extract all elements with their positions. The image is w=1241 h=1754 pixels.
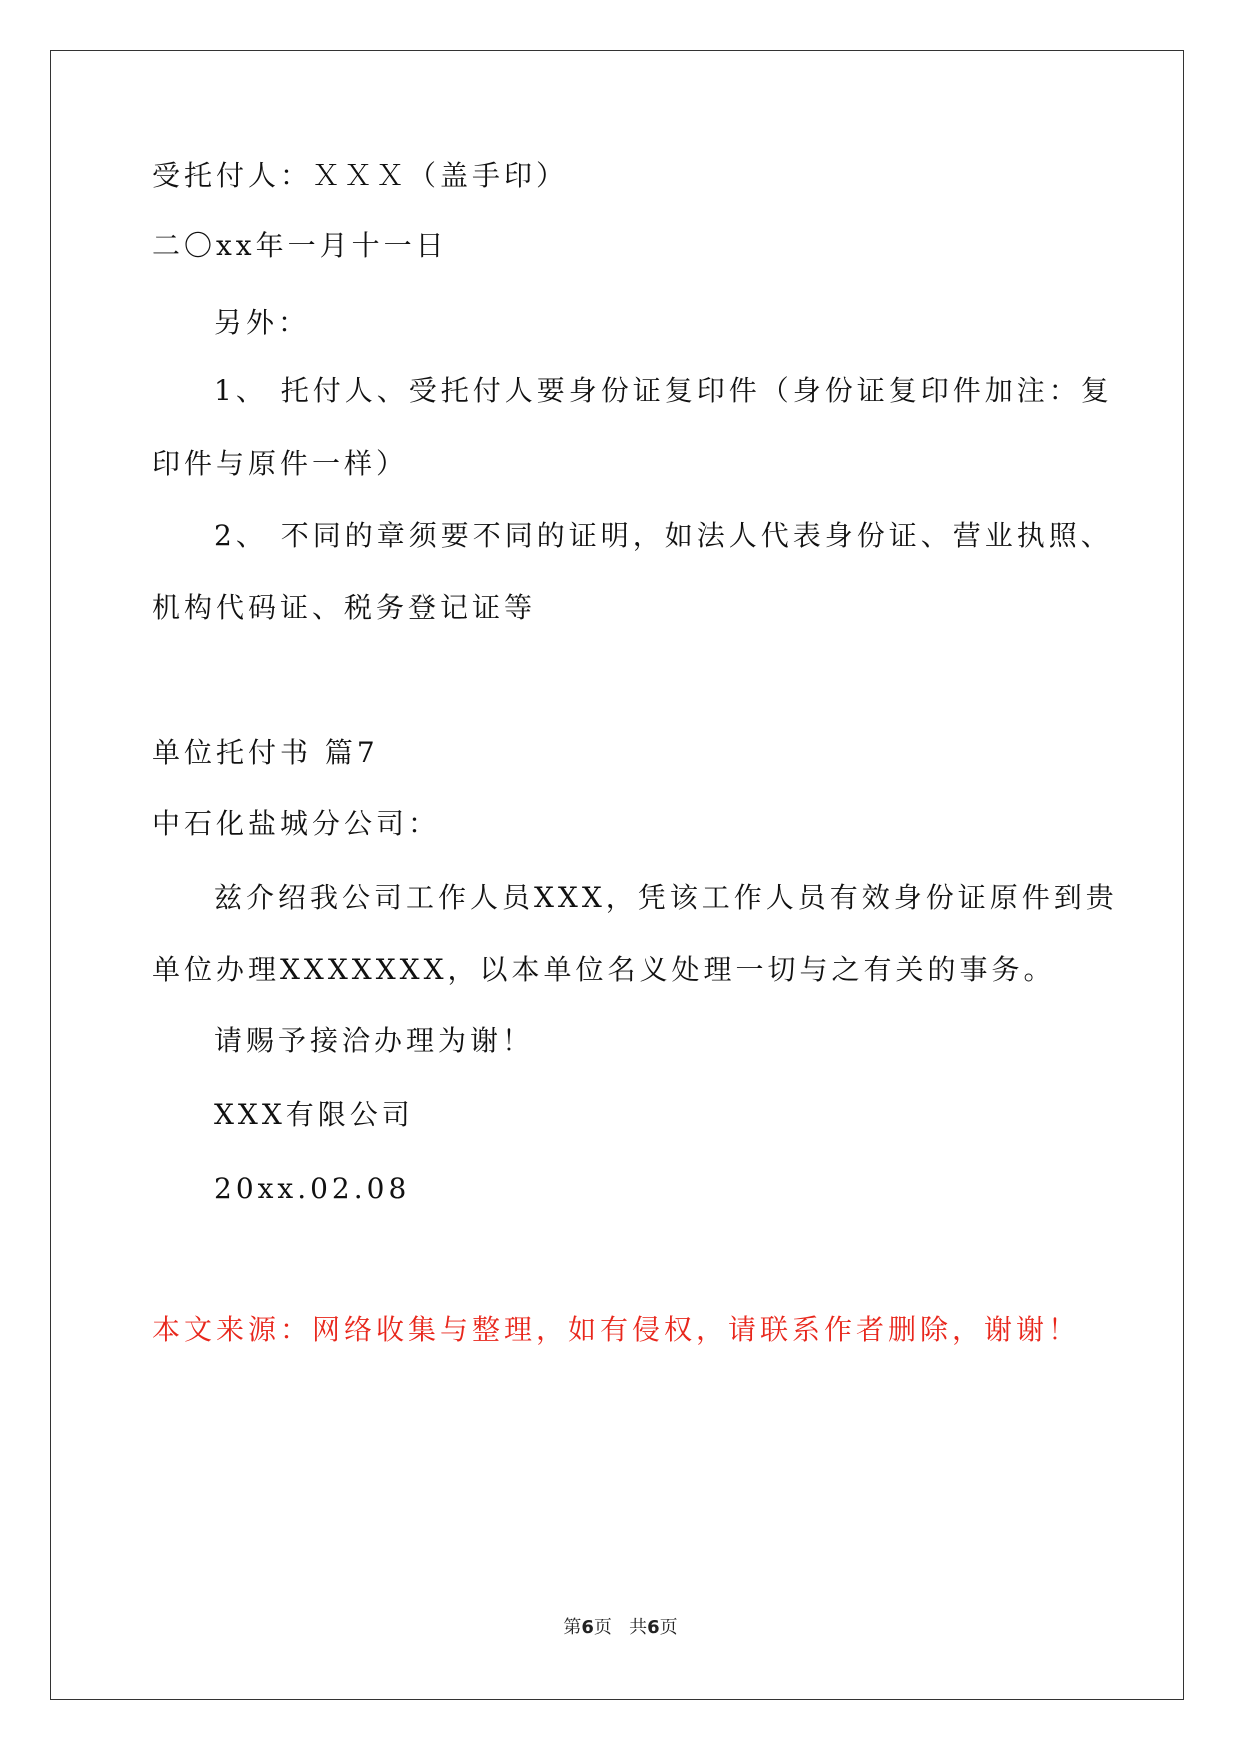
total-pages: 6 bbox=[647, 1617, 660, 1638]
section-title: 单位托付书 篇7 bbox=[152, 736, 379, 769]
closing-line: 请赐予接洽办理为谢！ bbox=[214, 1024, 535, 1057]
source-note: 本文来源：网络收集与整理，如有侵权，请联系作者删除，谢谢！ bbox=[152, 1313, 1081, 1346]
page-prefix: 第 bbox=[563, 1617, 582, 1638]
page-number: 6 bbox=[581, 1617, 594, 1638]
note-item-1: 1、 托付人、受托付人要身份证复印件（身份证复印件加注：复 bbox=[214, 374, 1113, 407]
body-paragraph-continued: 单位办理XXXXXXX，以本单位名义处理一切与之有关的事务。 bbox=[152, 953, 1056, 986]
date-line: 二〇xx年一月十一日 bbox=[152, 229, 448, 262]
signature-date: 20xx.02.08 bbox=[214, 1172, 411, 1205]
company-name: XXX有限公司 bbox=[214, 1098, 414, 1131]
note-item-2: 2、 不同的章须要不同的证明，如法人代表身份证、营业执照、 bbox=[214, 519, 1113, 552]
body-paragraph: 兹介绍我公司工作人员XXX，凭该工作人员有效身份证原件到贵 bbox=[214, 881, 1118, 914]
recipient-line: 中石化盐城分公司： bbox=[152, 807, 441, 840]
page-footer bbox=[0, 1616, 1241, 1640]
additional-heading: 另外： bbox=[214, 306, 311, 339]
trustee-line: 受托付人：ＸＸＸ（盖手印） bbox=[152, 159, 569, 192]
page-suffix: 页 bbox=[593, 1617, 612, 1638]
total-suffix: 页 bbox=[659, 1617, 678, 1638]
page-border bbox=[50, 50, 1184, 1700]
total-prefix: 共 bbox=[629, 1617, 648, 1638]
note-item-2-continued: 机构代码证、税务登记证等 bbox=[152, 591, 537, 624]
note-item-1-continued: 印件与原件一样） bbox=[152, 447, 409, 480]
